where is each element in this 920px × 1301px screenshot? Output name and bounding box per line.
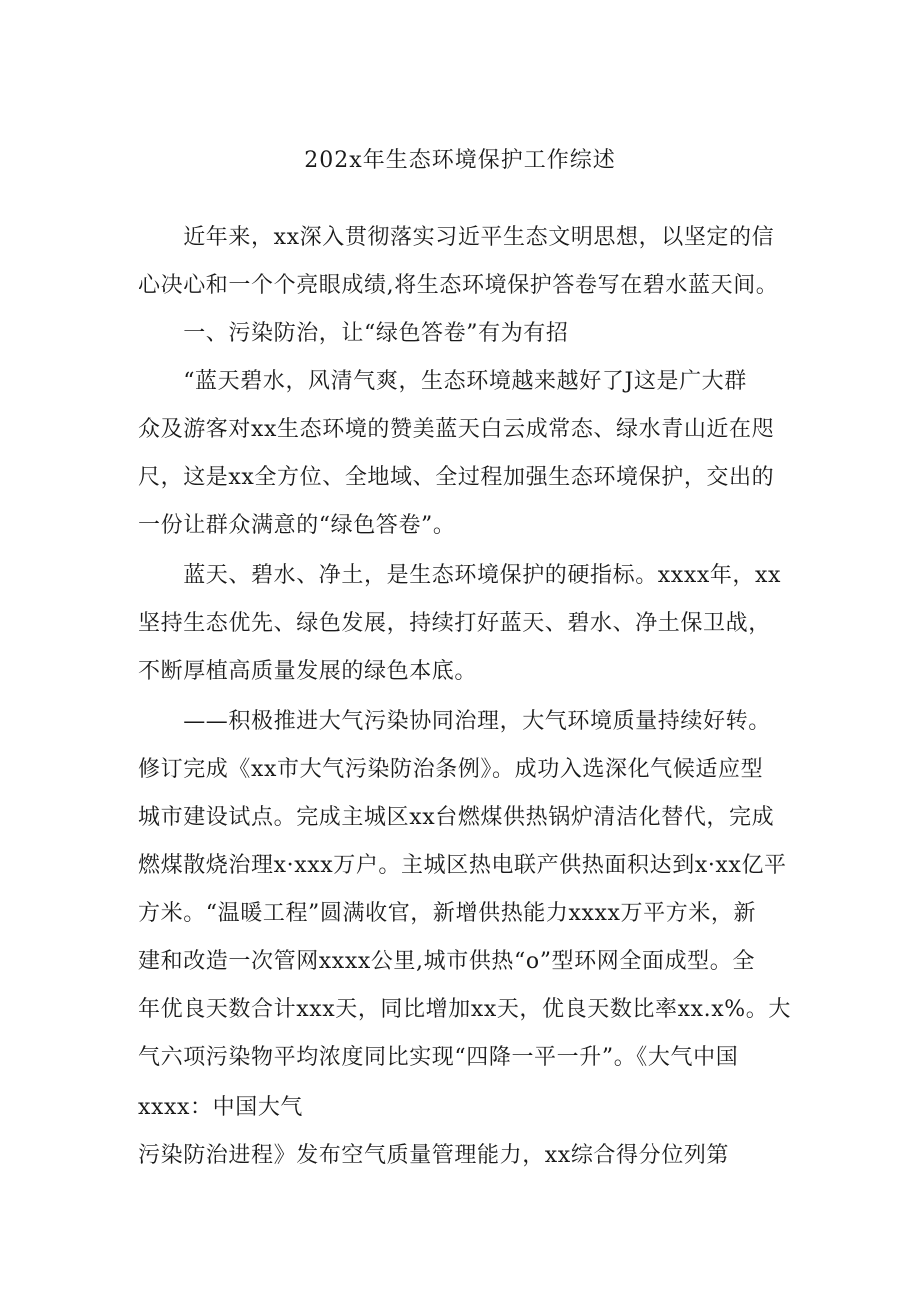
document-title: 202x年生态环境保护工作综述 <box>304 148 616 173</box>
paragraph-line: 尺，这是xx全方位、全地域、全过程加强生态环境保护，交出的 <box>138 465 775 490</box>
paragraph-line: 年优良天数合计xxx天，同比增加xx天，优良天数比率xx.x%。大 <box>138 997 791 1022</box>
paragraph-line: 一份让群众满意的“绿色答卷”。 <box>138 513 456 538</box>
paragraph-line: 燃煤散烧治理x·xxx万户。主城区热电联产供热面积达到x·xx亿平 <box>138 853 787 878</box>
paragraph-line: 气六项污染物平均浓度同比实现“四降一平一升”。《大气中国 <box>138 1045 739 1070</box>
paragraph-line: 坚持生态优先、绿色发展，持续打好蓝天、碧水、净土保卫战， <box>138 611 771 636</box>
paragraph-line: 不断厚植高质量发展的绿色本底。 <box>138 659 478 684</box>
paragraph-line: 众及游客对xx生态环境的赞美蓝天白云成常态、绿水青山近在咫 <box>138 417 775 442</box>
paragraph-line: 污染防治进程》发布空气质量管理能力，xx综合得分位列第 <box>138 1143 730 1168</box>
paragraph-line: 蓝天、碧水、净土，是生态环境保护的硬指标。xxxx年，xx <box>138 563 782 588</box>
paragraph-line: 近年来，xx深入贯彻落实习近平生态文明思想，以坚定的信 <box>138 225 775 250</box>
paragraph-line: ——积极推进大气污染协同治理，大气环境质量持续好转。 <box>138 709 771 734</box>
paragraph-line: xxxx：中国大气 <box>138 1095 304 1120</box>
paragraph-line: 心决心和一个个亮眼成绩,将生态环境保护答卷写在碧水蓝天间。 <box>138 273 779 298</box>
section-heading: 一、污染防治，让“绿色答卷”有为有招 <box>138 321 569 346</box>
paragraph-line: 建和改造一次管网xxxx公里,城市供热“o”型环网全面成型。全 <box>138 949 755 974</box>
paragraph-line: 方米。“温暖工程”圆满收官，新增供热能力xxxx万平方米，新 <box>138 901 757 926</box>
paragraph-line: “蓝天碧水，风清气爽，生态环境越来越好了J这是广大群 <box>138 369 747 394</box>
paragraph-line: 城市建设试点。完成主城区xx台燃煤供热锅炉清洁化替代，完成 <box>138 805 775 830</box>
paragraph-line: 修订完成《xx市大气污染防治条例》。成功入选深化气候适应型 <box>138 757 764 782</box>
